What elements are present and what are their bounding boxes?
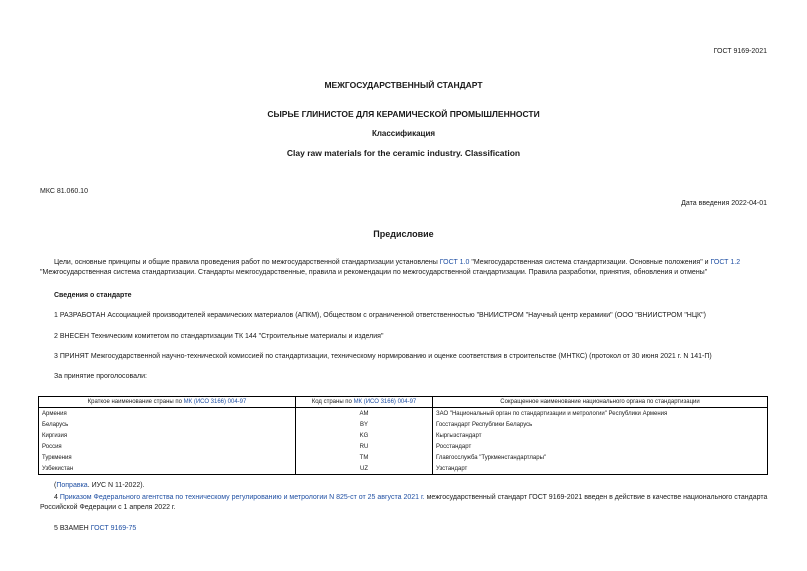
- country-name: Узбекистан: [39, 463, 296, 475]
- standards-body: Госстандарт Республики Беларусь: [433, 419, 768, 430]
- country-code: BY: [296, 419, 433, 430]
- country-name: Армения: [39, 408, 296, 420]
- table-row: [39, 463, 768, 475]
- mk-iso-link[interactable]: МК (ИСО 3166) 004-97: [353, 399, 417, 405]
- foreword-paragraph: [40, 258, 768, 278]
- foreword-text: "Межгосударственная система стандартизации. Основные положения" и: [471, 259, 709, 266]
- gost-1-2-link[interactable]: ГОСТ 1.2: [710, 259, 741, 266]
- table-row: [39, 430, 768, 441]
- gost-1-0-link[interactable]: ГОСТ 1.0: [439, 259, 470, 266]
- standards-body: Главгосслужба "Туркменстандартлары": [433, 452, 768, 463]
- column-header-text: Код страны по: [311, 399, 352, 405]
- foreword-heading: Предисловие: [373, 229, 434, 239]
- item-5: [40, 524, 768, 534]
- country-name: Киргизия: [39, 430, 296, 441]
- mks-code: МКС 81.060.10: [40, 188, 88, 195]
- english-title: Clay raw materials for the ceramic industry. Classification: [286, 148, 521, 158]
- country-name: Туркмения: [39, 452, 296, 463]
- column-header-country: [39, 397, 296, 408]
- item-3: 3 ПРИНЯТ Межгосударственной научно-технической комиссией по стандартизации, техническому нормированию и оценке соответствия в строительстве (МНТКС) (протокол от 30 июня 2021 г. N 141-П): [54, 353, 712, 360]
- voted-label: За принятие проголосовали:: [54, 373, 147, 380]
- standards-body: Узстандарт: [433, 463, 768, 475]
- table-row: [39, 452, 768, 463]
- country-code: RU: [296, 441, 433, 452]
- country-code: TM: [296, 452, 433, 463]
- country-code: KG: [296, 430, 433, 441]
- amendment-link[interactable]: Поправка: [56, 482, 88, 489]
- document-number: ГОСТ 9169-2021: [713, 48, 767, 55]
- standard-info-heading: Сведения о стандарте: [54, 292, 132, 299]
- amendment-text: . ИУС N 11-2022).: [87, 482, 145, 489]
- intro-date: Дата введения 2022-04-01: [681, 200, 767, 207]
- mk-iso-link[interactable]: МК (ИСО 3166) 004-97: [183, 399, 247, 405]
- item-5-text: 5 ВЗАМЕН: [54, 525, 89, 532]
- gost-9169-75-link[interactable]: ГОСТ 9169-75: [90, 525, 137, 532]
- table-row: [39, 408, 768, 420]
- country-name: Беларусь: [39, 419, 296, 430]
- foreword-text: Цели, основные принципы и общие правила проведения работ по межгосударственной стандартизации установлены: [54, 259, 438, 266]
- voting-countries-table: [38, 396, 768, 475]
- column-header-code: [296, 397, 433, 408]
- standard-type-heading: МЕЖГОСУДАРСТВЕННЫЙ СТАНДАРТ: [324, 80, 483, 90]
- item-4: [40, 493, 768, 513]
- table-header-row: [39, 397, 768, 408]
- item-2: 2 ВНЕСЕН Техническим комитетом по стандартизации ТК 144 "Строительные материалы и изделия": [54, 333, 384, 340]
- column-header-text: Краткое наименование страны по: [87, 399, 182, 405]
- column-header-body: Сокращенное наименование национального органа по стандартизации: [433, 397, 768, 408]
- document-section: Классификация: [371, 129, 436, 138]
- item-4-text: межгосударственный стандарт ГОСТ 9169-2021 введен в действие в качестве национального стандарта Российской Федерации с 1 апреля 2022 г.: [40, 494, 768, 511]
- table-row: [39, 441, 768, 452]
- standards-body: Росстандарт: [433, 441, 768, 452]
- country-code: UZ: [296, 463, 433, 475]
- document-title: СЫРЬЕ ГЛИНИСТОЕ ДЛЯ КЕРАМИЧЕСКОЙ ПРОМЫШЛЕННОСТИ: [267, 109, 540, 119]
- standards-body: Кыргызстандарт: [433, 430, 768, 441]
- amendment-note: (Поправка. ИУС N 11-2022).: [54, 482, 145, 489]
- standards-body: ЗАО "Национальный орган по стандартизации и метрологии" Республики Армения: [433, 408, 768, 420]
- country-name: Россия: [39, 441, 296, 452]
- item-4-number: 4: [54, 494, 58, 501]
- item-1: 1 РАЗРАБОТАН Ассоциацией производителей керамических материалов (АПКМ), Обществом с ограниченной ответственностью "ВНИИСТРОМ "Научный центр керамики" (ООО "ВНИИСТРОМ "НЦК"): [54, 312, 706, 319]
- order-link[interactable]: Приказом Федерального агентства по техническому регулированию и метрологии N 825-ст от 25 августа 2021 г.: [59, 494, 425, 501]
- foreword-text: "Межгосударственная система стандартизации. Стандарты межгосударственные, правила и рекомендации по межгосударственной стандартизации. Правила разработки, принятия, обновления и отмены": [40, 269, 708, 276]
- table-row: [39, 419, 768, 430]
- country-code: AM: [296, 408, 433, 420]
